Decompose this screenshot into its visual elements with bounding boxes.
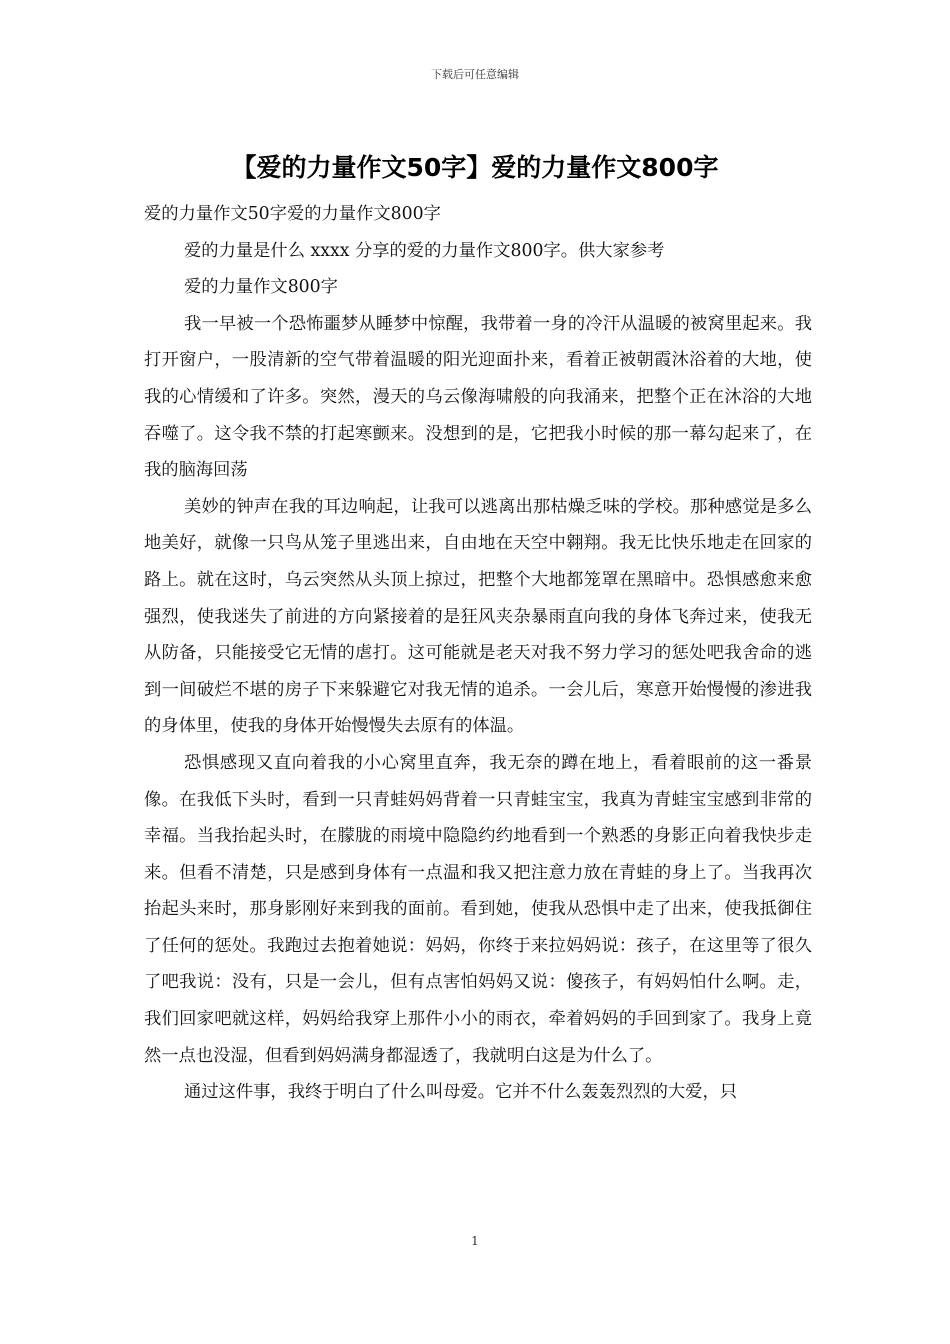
header-note: 下载后可任意编辑: [431, 68, 519, 81]
body-paragraph: 通过这件事，我终于明白了什么叫母爱。它并不什么轰轰烈烈的大爱，只: [184, 1082, 738, 1103]
body-paragraph: 美妙的钟声在我的耳边响起，让我可以逃离出那枯燥乏味的学校。那种感觉是多么地美好，就像一只鸟从笼子里逃出来，自由地在天空中翱翔。我无比快乐地走在回家的路上。就在这时，乌云突然从头顶上掠过，把整个大地都笼罩在黑暗中。恐惧感愈来愈强烈，使我迷失了前进的方向紧接着的是狂风夹杂暴雨直向我的身体飞奔过来，使我无从防备，只能接受它无情的虐打。这可能就是老天对我不努力学习的惩处吧我舍命的逃到一间破烂不堪的房子下来躲避它对我无情的追杀。一会儿后，寒意开始慢慢的渗进我的身体里，使我的身体开始慢慢失去原有的体温。: [144, 496, 812, 737]
document-title: 【爱的力量作文50字】爱的力量作文800字: [231, 153, 719, 182]
body-paragraph: 恐惧感现又直向着我的小心窝里直奔，我无奈的蹲在地上，看着眼前的这一番景像。在我低下头时，看到一只青蛙妈妈背着一只青蛙宝宝，我真为青蛙宝宝感到非常的幸福。当我抬起头时，在朦胧的雨境中隐隐约约地看到一个熟悉的身影正向着我快步走来。但看不清楚，只是感到身体有一点温和我又把注意力放在青蛙的身上了。当我再次抬起头来时，那身影刚好来到我的面前。看到她，使我从恐惧中走了出来，使我抵御住了任何的惩处。我跑过去抱着她说：妈妈，你终于来拉妈妈说：孩子，在这里等了很久了吧我说：没有，只是一会儿，但有点害怕妈妈又说：傻孩子，有妈妈怕什么啊。走，我们回家吧就这样，妈妈给我穿上那件小小的雨衣，牵着妈妈的手回到家了。我身上竟然一点也没湿，但看到妈妈满身都湿透了，我就明白这是为什么了。: [144, 752, 812, 1066]
document-body: [144, 196, 812, 1111]
intro-paragraph: 爱的力量是什么 xxxx 分享的爱的力量作文800字。供大家参考: [184, 240, 665, 261]
page-number: 1: [471, 1234, 479, 1248]
body-paragraph: 我一早被一个恐怖噩梦从睡梦中惊醒，我带着一身的冷汗从温暖的被窝里起来。我打开窗户，一股清新的空气带着温暖的阳光迎面扑来，看着正被朝霞沐浴着的大地，使我的心情缓和了许多。突然，漫天的乌云像海啸般的向我涌来，把整个正在沐浴的大地吞噬了。这令我不禁的打起寒颤来。没想到的是，它把我小时候的那一幕勾起来了，在我的脑海回荡: [144, 313, 812, 481]
essay-heading: 爱的力量作文800字: [184, 277, 338, 298]
subtitle-paragraph: 爱的力量作文50字爱的力量作文800字: [144, 204, 441, 224]
